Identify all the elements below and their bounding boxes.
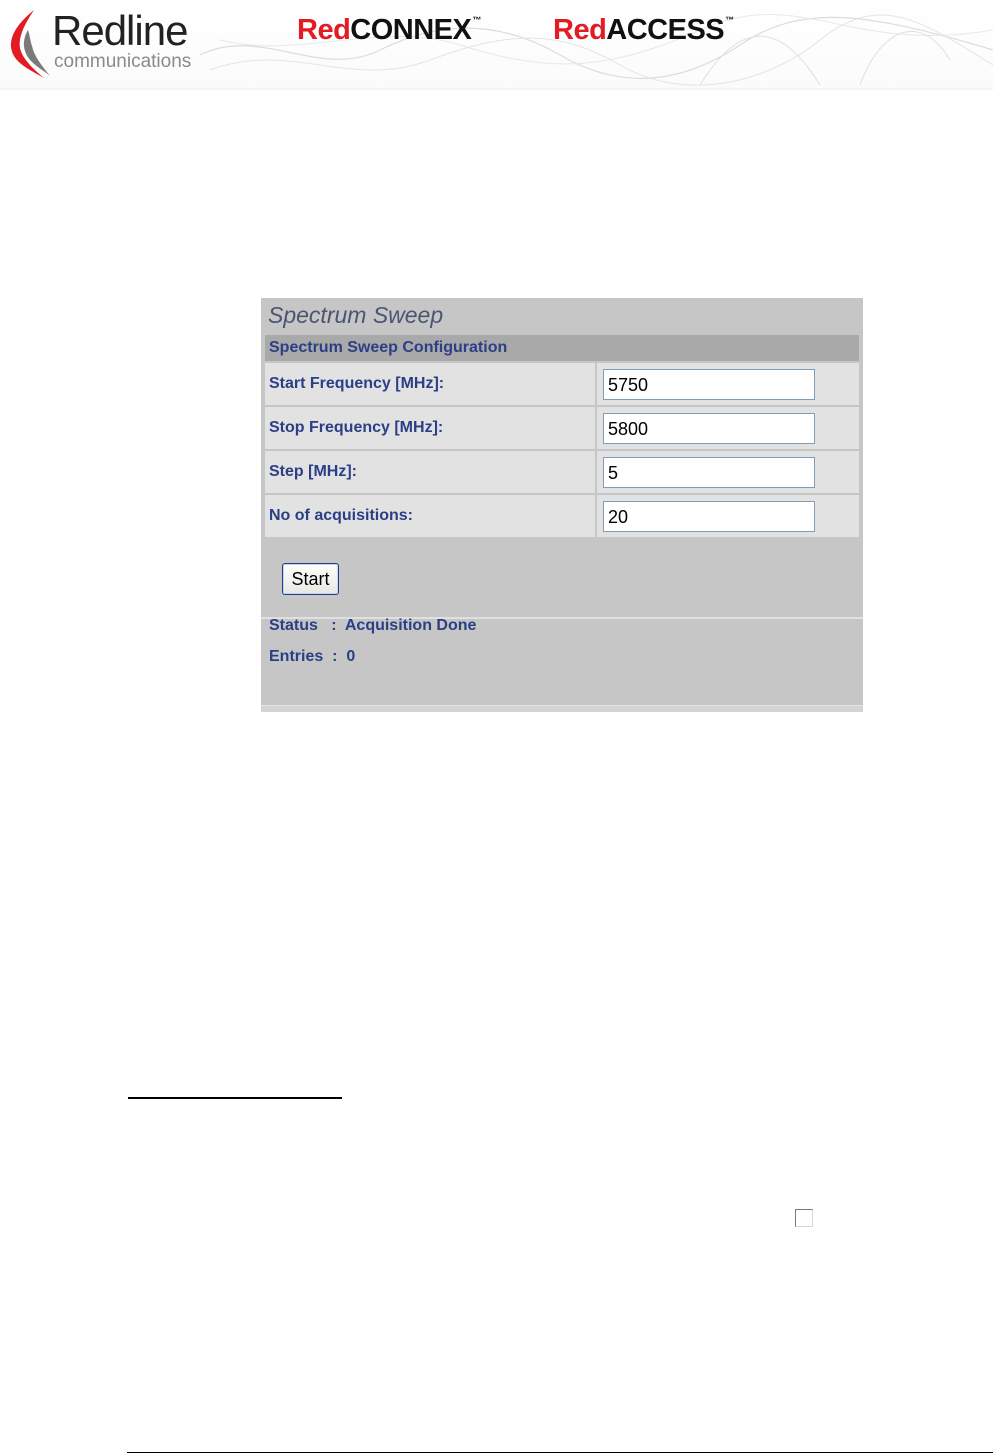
section-header-label: Spectrum Sweep Configuration — [269, 339, 508, 356]
start-frequency-label: Start Frequency [MHz]: — [269, 375, 445, 392]
step-input[interactable] — [603, 457, 815, 488]
value-cell — [597, 407, 859, 449]
label-cell — [265, 451, 595, 493]
stop-frequency-input[interactable] — [603, 413, 815, 444]
page-footer-divider — [127, 1452, 993, 1453]
header-banner — [0, 0, 993, 90]
acquisitions-label: No of acquisitions: — [269, 507, 413, 524]
config-form — [265, 363, 859, 539]
product-logo-red-part: Red — [553, 14, 607, 46]
spectrum-sweep-panel — [261, 298, 863, 712]
brand-subtitle: communications — [54, 51, 192, 72]
step-label: Step [MHz]: — [269, 463, 357, 480]
label-cell — [265, 363, 595, 405]
entries-text: Entries : 0 — [269, 648, 356, 665]
stop-frequency-label: Stop Frequency [MHz]: — [269, 419, 444, 436]
checkbox-icon — [795, 1209, 813, 1227]
form-row-stop-frequency — [265, 407, 859, 449]
brand-name: Redline — [52, 7, 188, 54]
start-button[interactable]: Start — [282, 563, 339, 595]
product-logo-dark-part: CONNEX — [350, 14, 472, 46]
trademark-mark: ™ — [472, 15, 481, 25]
form-row-step — [265, 451, 859, 493]
status-text: Status : Acquisition Done — [269, 617, 477, 634]
trademark-mark: ™ — [725, 15, 734, 25]
product-logo-dark-part: ACCESS — [606, 14, 725, 46]
product-logo-red-part: Red — [297, 14, 351, 46]
product-logo-redaccess — [553, 16, 734, 45]
value-cell — [597, 363, 859, 405]
label-cell — [265, 407, 595, 449]
product-logo-redconnex — [297, 16, 481, 45]
start-frequency-input[interactable] — [603, 369, 815, 400]
panel-bottom-edge — [261, 705, 863, 712]
value-cell — [597, 495, 859, 537]
button-area — [261, 538, 863, 616]
redline-logo-icon — [4, 8, 52, 80]
panel-title: Spectrum Sweep — [268, 302, 444, 328]
footnote-divider — [128, 1097, 342, 1099]
label-cell — [265, 495, 595, 537]
section-header — [265, 335, 859, 361]
value-cell — [597, 451, 859, 493]
form-row-acquisitions — [265, 495, 859, 537]
acquisitions-input[interactable] — [603, 501, 815, 532]
form-row-start-frequency — [265, 363, 859, 405]
